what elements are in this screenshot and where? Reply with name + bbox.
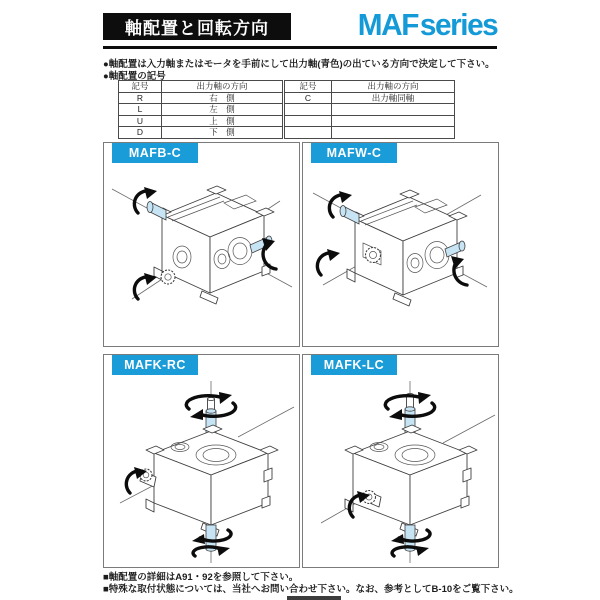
table-cell: 上 側 [162, 115, 284, 127]
gearbox-drawing-mafk-lc [303, 375, 498, 567]
table-row [119, 115, 455, 127]
table-header-cell: 出力軸の方向 [332, 81, 455, 93]
table-cell: U [119, 115, 162, 127]
page-edge-tab [287, 596, 341, 600]
note-shaft-arrangement: ●軸配置は入力軸またはモータを手前にして出力軸(青色)の出ている方向で決定して下さい。 [103, 59, 495, 70]
table-row [119, 92, 455, 104]
panel-label: MAFK-RC [112, 355, 198, 375]
panel-mafk-rc [103, 354, 300, 568]
page-title-box [103, 13, 291, 40]
table-cell [284, 104, 332, 116]
footer-note-detail-ref: ■軸配置の詳細はA91・92を参照して下さい。 [103, 572, 299, 583]
table-row [119, 127, 455, 139]
panel-mafb-c [103, 142, 300, 347]
table-cell [284, 115, 332, 127]
table-cell [332, 127, 455, 139]
gearbox-drawing-mafw-c [303, 163, 498, 346]
note-symbol-legend: ●軸配置の記号 [103, 71, 166, 82]
brand-logo-maf: MAF [357, 7, 418, 42]
table-header-cell: 記号 [119, 81, 162, 93]
panel-mafk-lc [302, 354, 499, 568]
panel-label: MAFB-C [112, 143, 198, 163]
table-cell: R [119, 92, 162, 104]
brand-logo-series: series [419, 7, 497, 42]
panel-label: MAFW-C [311, 143, 397, 163]
table-header-row [119, 81, 455, 93]
table-cell: 左 側 [162, 104, 284, 116]
table-cell [332, 115, 455, 127]
table-row [119, 104, 455, 116]
gearbox-drawing-mafk-rc [104, 375, 299, 567]
brand-logo [358, 7, 497, 43]
table-header-cell: 出力軸の方向 [162, 81, 284, 93]
table-cell: C [284, 92, 332, 104]
table-cell [284, 127, 332, 139]
header-rule [103, 46, 497, 49]
page-title: 軸配置と回転方向 [125, 19, 269, 38]
footer-note-special-mount: ■特殊な取付状態については、当社へお問い合わせ下さい。なお、参考としてB-10をご覧下さい。 [103, 584, 519, 595]
panel-label: MAFK-LC [311, 355, 397, 375]
table-cell: 右 側 [162, 92, 284, 104]
symbol-table [118, 80, 455, 139]
table-cell: L [119, 104, 162, 116]
table-cell [332, 104, 455, 116]
table-cell: 下 側 [162, 127, 284, 139]
table-cell: 出力軸同軸 [332, 92, 455, 104]
table-cell: D [119, 127, 162, 139]
panel-mafw-c [302, 142, 499, 347]
table-header-cell: 記号 [284, 81, 332, 93]
gearbox-drawing-mafb-c [104, 163, 299, 346]
